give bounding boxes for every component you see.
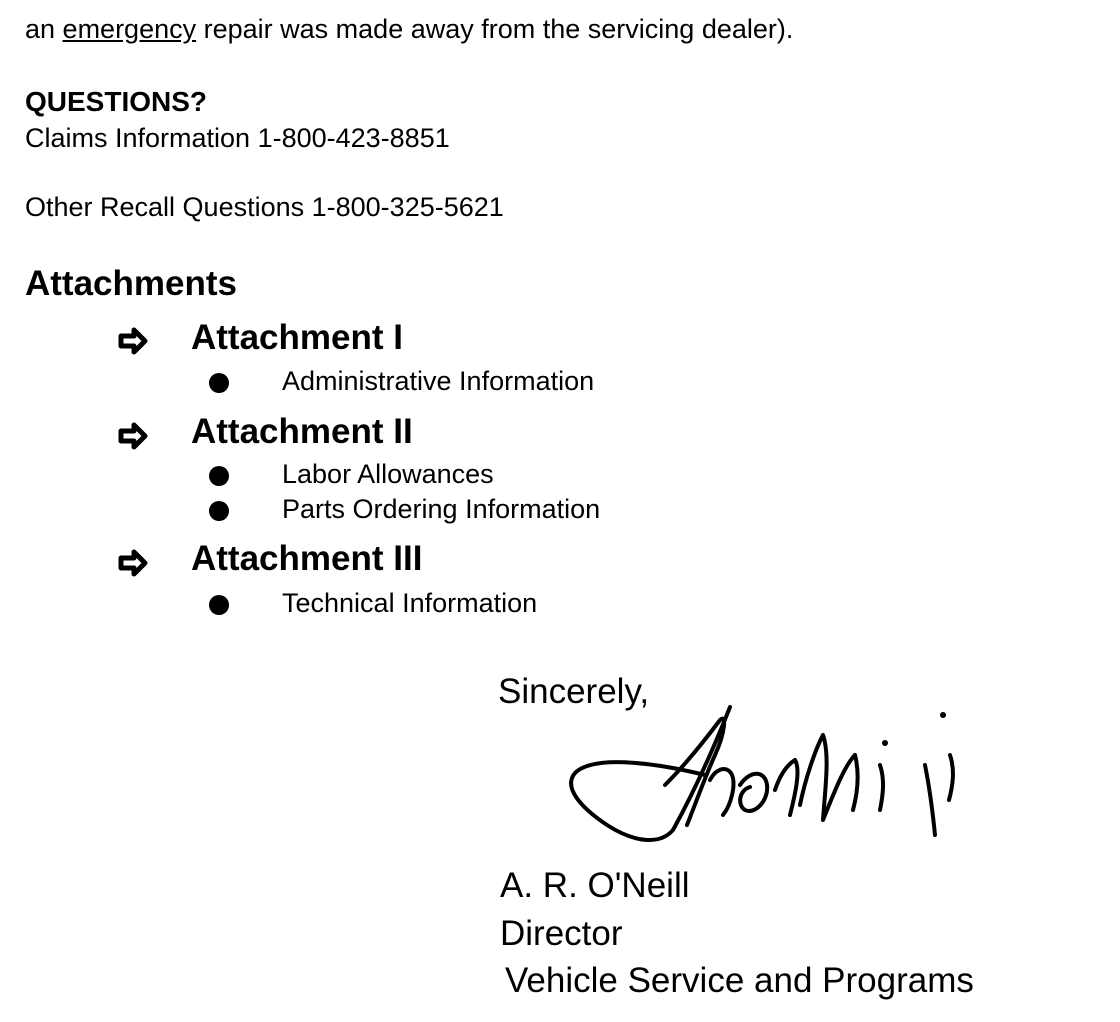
bullet-icon	[209, 466, 229, 486]
signatory-department: Vehicle Service and Programs	[505, 961, 974, 1000]
arrow-right-icon	[118, 421, 148, 451]
bullet-icon	[209, 501, 229, 521]
handwritten-signature	[555, 695, 975, 845]
arrow-right-icon	[118, 548, 148, 578]
attachment-title: Attachment II	[191, 412, 413, 451]
arrow-right-icon	[118, 326, 148, 356]
intro-line: an emergency repair was made away from the servicing dealer).	[25, 14, 794, 44]
attachment-title: Attachment I	[191, 318, 403, 357]
signatory-title: Director	[500, 914, 623, 953]
questions-heading: QUESTIONS?	[25, 86, 208, 117]
attachment-title: Attachment III	[191, 539, 423, 578]
bullet-icon	[209, 595, 229, 615]
bullet-icon	[209, 373, 229, 393]
salutation: Sincerely,	[498, 672, 650, 711]
emphasis-word: emergency	[62, 14, 197, 44]
attachment-subitem: Labor Allowances	[282, 459, 494, 489]
attachment-subitem: Parts Ordering Information	[282, 494, 601, 524]
other-recall-line: Other Recall Questions 1-800-325-5621	[25, 192, 504, 222]
attachment-subitem: Administrative Information	[282, 366, 595, 396]
attachment-subitem: Technical Information	[282, 588, 538, 618]
attachments-heading: Attachments	[25, 264, 237, 303]
signatory-name: A. R. O'Neill	[500, 866, 690, 905]
claims-info-line: Claims Information 1-800-423-8851	[25, 123, 450, 153]
